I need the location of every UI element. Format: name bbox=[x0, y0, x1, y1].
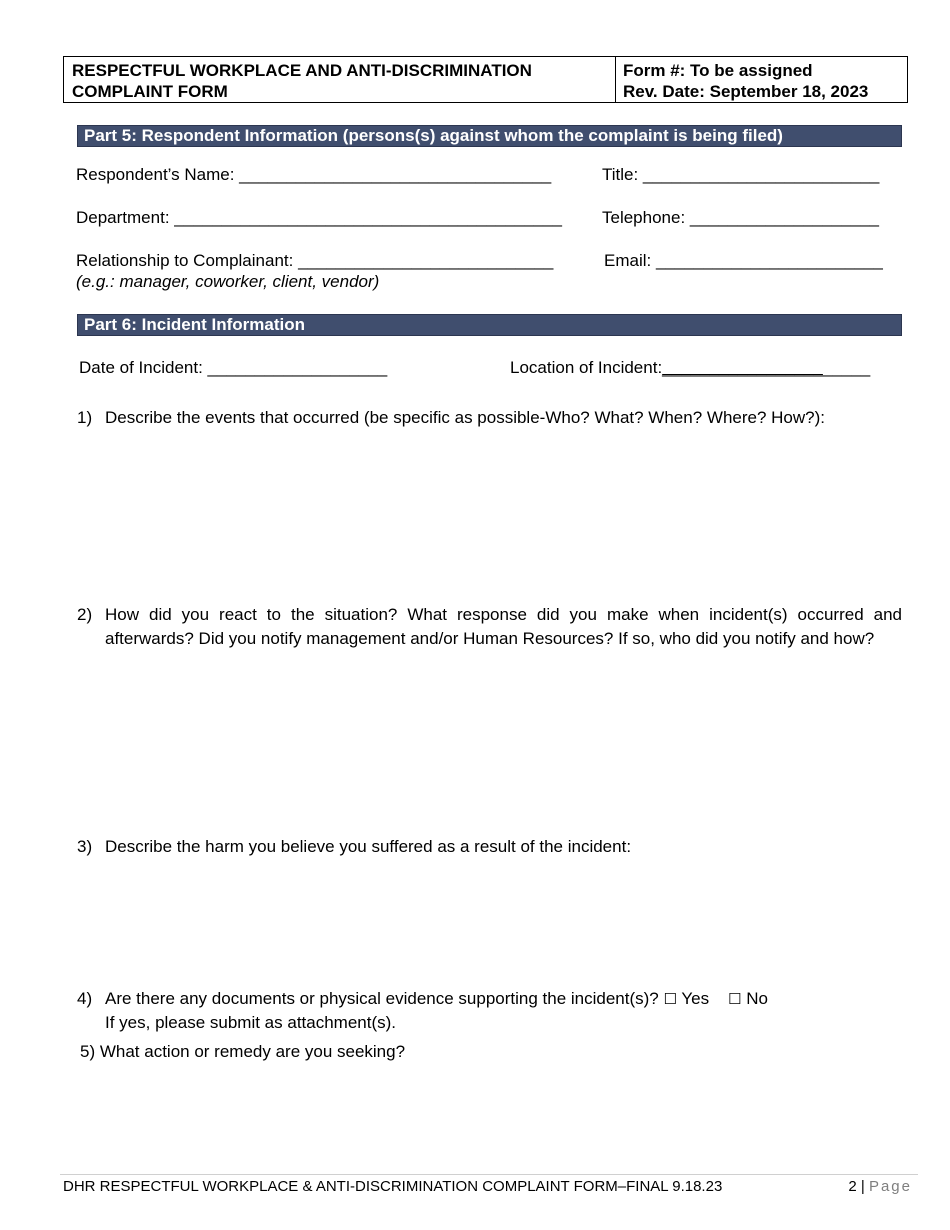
form-meta bbox=[616, 57, 907, 102]
no-label: No bbox=[746, 989, 768, 1008]
form-header-table bbox=[63, 56, 908, 103]
question-4-followup: If yes, please submit as attachment(s). bbox=[105, 1013, 397, 1032]
relationship-field[interactable]: Relationship to Complainant: ___________________________ bbox=[76, 251, 554, 270]
question-number: 4) bbox=[77, 989, 93, 1008]
form-title: RESPECTFUL WORKPLACE AND ANTI-DISCRIMINATION COMPLAINT FORM bbox=[64, 57, 616, 102]
footer-form-id: DHR RESPECTFUL WORKPLACE & ANTI-DISCRIMINATION COMPLAINT FORM–FINAL 9.18.23 bbox=[63, 1178, 723, 1195]
question-2 bbox=[77, 603, 902, 651]
question-text: Describe the harm you believe you suffered as a result of the incident: bbox=[105, 837, 632, 856]
incident-date-field[interactable]: Date of Incident: ___________________ bbox=[79, 358, 388, 377]
question-4 bbox=[77, 987, 902, 1035]
part5-heading: Part 5: Respondent Information (persons(s) against whom the complaint is being filed) bbox=[77, 125, 902, 147]
question-1 bbox=[77, 406, 902, 430]
question-3 bbox=[77, 835, 902, 859]
incident-location-blank: _________________ bbox=[662, 358, 823, 377]
form-number: Form #: To be assigned bbox=[623, 61, 813, 80]
respondent-title-field[interactable]: Title: _________________________ bbox=[602, 165, 880, 184]
footer-divider bbox=[60, 1174, 918, 1175]
telephone-field[interactable]: Telephone: ____________________ bbox=[602, 208, 879, 227]
yes-label: Yes bbox=[681, 989, 710, 1008]
relationship-hint: (e.g.: manager, coworker, client, vendor) bbox=[76, 272, 380, 291]
part6-heading: Part 6: Incident Information bbox=[77, 314, 902, 336]
incident-location-label: Location of Incident: bbox=[510, 358, 663, 377]
rev-date: Rev. Date: September 18, 2023 bbox=[623, 82, 869, 101]
page-separator: | bbox=[860, 1178, 865, 1195]
question-number: 3) bbox=[77, 837, 93, 856]
incident-location-field[interactable] bbox=[510, 358, 870, 378]
question-4-line bbox=[105, 987, 902, 1011]
page-label: Page bbox=[868, 1178, 912, 1195]
page-number: 2 bbox=[848, 1178, 857, 1195]
question-number: 1) bbox=[77, 408, 93, 427]
no-checkbox[interactable]: ☐ bbox=[728, 990, 742, 1008]
question-text: Are there any documents or physical evidence supporting the incident(s)? bbox=[105, 989, 659, 1008]
footer-page-number bbox=[848, 1178, 912, 1195]
department-field[interactable]: Department: _________________________________________ bbox=[76, 208, 562, 227]
email-field[interactable]: Email: ________________________ bbox=[604, 251, 883, 270]
question-text: How did you react to the situation? What response did you make when incident(s) occurred and afterwards? Did you notify management and/or Human Resources? If so, who did you notify and how? bbox=[105, 605, 902, 648]
respondent-name-field[interactable]: Respondent’s Name: _________________________________ bbox=[76, 165, 552, 184]
incident-location-blank-tail: _____ bbox=[822, 358, 871, 377]
question-5: 5) What action or remedy are you seeking? bbox=[80, 1042, 406, 1061]
question-text: Describe the events that occurred (be specific as possible-Who? What? When? Where? How?): bbox=[105, 408, 825, 427]
question-number: 2) bbox=[77, 605, 93, 624]
yes-checkbox[interactable]: ☐ bbox=[663, 990, 677, 1008]
